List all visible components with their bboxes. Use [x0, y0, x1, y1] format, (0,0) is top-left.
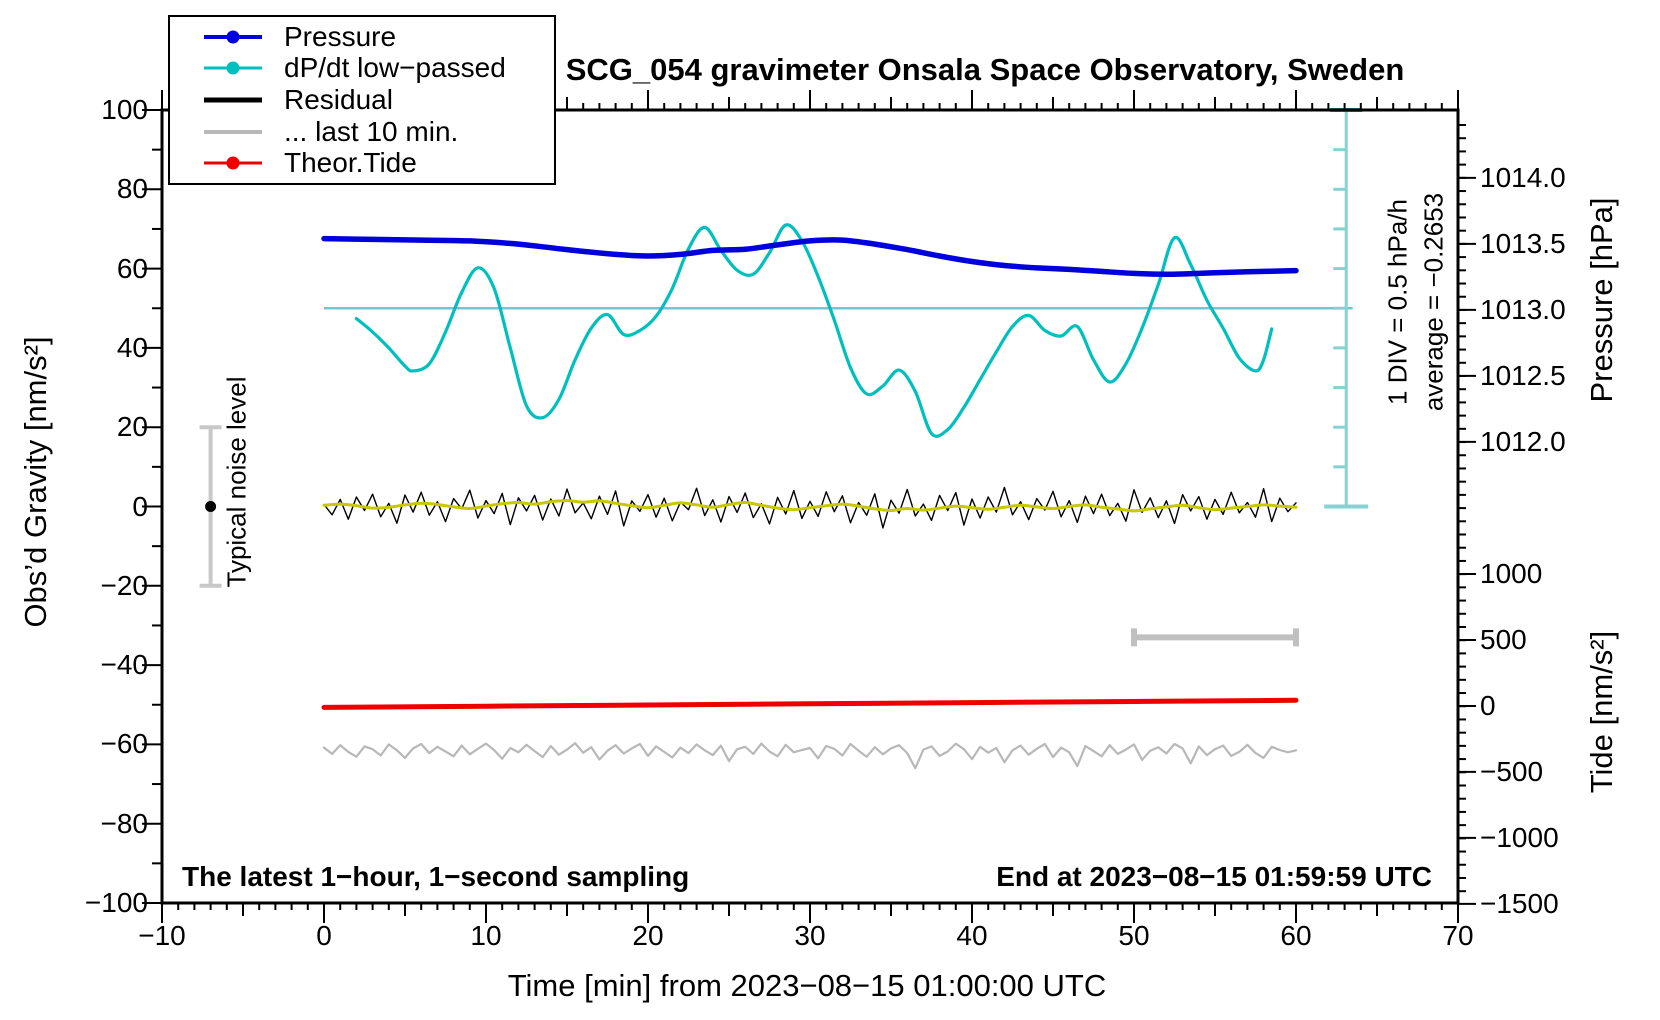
tide-tick-label: −500 [1480, 755, 1544, 787]
legend-dot [227, 157, 240, 170]
x-tick-label: −10 [138, 920, 186, 951]
legend-item--last-10-min- [204, 117, 554, 147]
x-axis-title: Time [min] from 2023−08−15 01:00:00 UTC [507, 968, 1107, 1003]
y-left-tick-label: 100 [101, 94, 148, 125]
last10min-curve [324, 743, 1296, 768]
y-left-axis-title: Obs’d Gravity [nm/s²] [18, 336, 53, 628]
div-scale-label: 1 DIV = 0.5 hPa/h [1382, 199, 1413, 405]
y-left-tick-label: 40 [116, 331, 148, 363]
pressure-tick-label: 1014.0 [1480, 161, 1566, 193]
legend-item-dp-dt-low-passed [204, 53, 554, 83]
y-left-tick-label: −20 [100, 569, 148, 601]
tide-tick-label: 1000 [1480, 557, 1543, 589]
tide-axis-title: Tide [nm/s²] [1584, 630, 1619, 794]
x-tick-label: 50 [1118, 920, 1150, 951]
pressure-tick-label: 1013.0 [1480, 293, 1566, 325]
x-tick-label: 20 [632, 920, 664, 951]
tide-tick-label: 500 [1480, 623, 1527, 655]
legend [168, 15, 556, 185]
tide-tick-label: −1500 [1480, 887, 1559, 919]
y-left-tick-label: 20 [116, 411, 148, 443]
x-tick-label: 30 [794, 920, 826, 951]
pressure-tick-label: 1013.5 [1480, 227, 1566, 259]
x-tick-label: 60 [1280, 920, 1312, 951]
legend-item-label: Residual [284, 83, 393, 115]
average-label: average = −0.2653 [1418, 192, 1449, 412]
legend-dot [227, 62, 240, 75]
x-tick-label: 40 [956, 920, 988, 951]
x-tick-label: 70 [1442, 920, 1474, 951]
legend-line [204, 130, 262, 134]
tide-tick-label: 0 [1480, 689, 1496, 721]
pressure-tick-label: 1012.0 [1480, 425, 1566, 457]
noise-level-label: Typical noise level [221, 376, 252, 588]
legend-item-label: ... last 10 min. [284, 115, 459, 147]
chart-title: SCG_054 gravimeter Onsala Space Observatory, Sweden [565, 52, 1405, 87]
y-left-tick-label: −60 [100, 728, 148, 760]
legend-item-label: Theor.Tide [284, 147, 417, 179]
x-tick-label: 10 [470, 920, 502, 951]
y-left-tick-label: 0 [132, 490, 148, 522]
end-time-note: End at 2023−08−15 01:59:59 UTC [996, 861, 1432, 892]
legend-item-residual [204, 85, 554, 115]
legend-dot [227, 30, 240, 43]
legend-item-pressure [204, 22, 554, 52]
legend-item-label: Pressure [284, 20, 397, 52]
legend-item-label: dP/dt low−passed [284, 52, 506, 84]
pressure-tick-label: 1012.5 [1480, 359, 1566, 391]
theor-tide-curve [324, 700, 1296, 707]
noise-errorbar-dot [205, 501, 216, 512]
legend-item-theor-tide [204, 148, 554, 178]
legend-line [204, 97, 262, 102]
dpdt-curve [356, 225, 1271, 437]
x-tick-label: 0 [316, 920, 332, 951]
y-left-tick-label: −80 [100, 807, 148, 839]
pressure-axis-title: Pressure [hPa] [1584, 197, 1619, 403]
y-left-tick-label: 60 [116, 252, 148, 284]
y-left-tick-label: −100 [84, 887, 148, 918]
y-left-tick-label: 80 [116, 173, 148, 205]
tide-tick-label: −1000 [1480, 821, 1559, 853]
sampling-note: The latest 1−hour, 1−second sampling [182, 861, 690, 892]
y-left-tick-label: −40 [100, 649, 148, 681]
